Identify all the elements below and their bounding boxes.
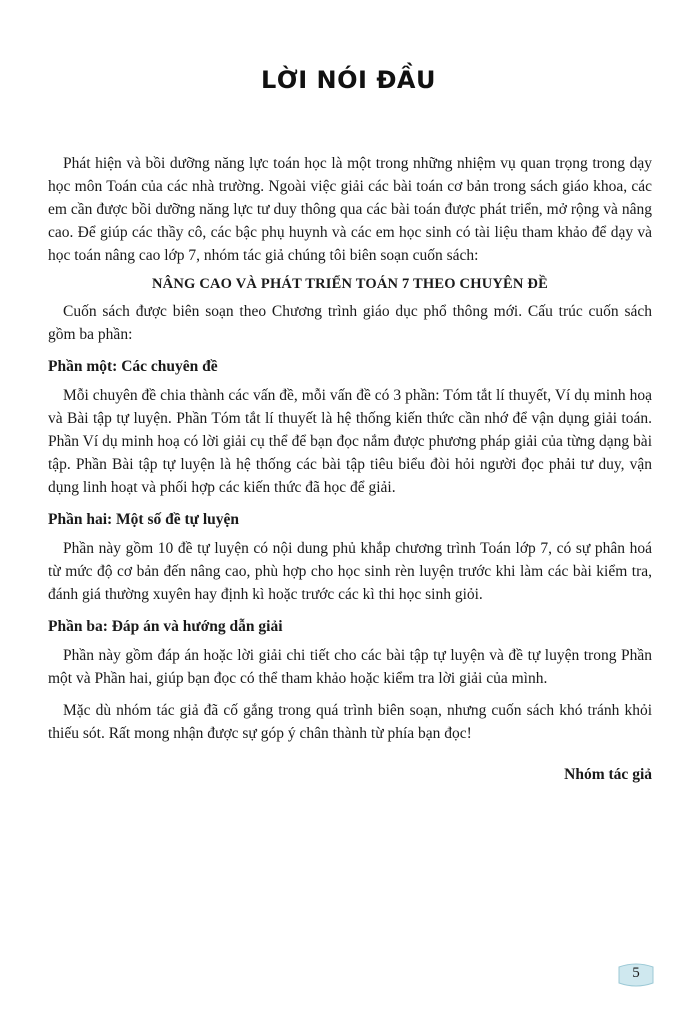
section-body-part-one: Mỗi chuyên đề chia thành các vấn đề, mỗi vấn đề có 3 phần: Tóm tắt lí thuyết, Ví dụ minh hoạ và Bài tập tự luyện. Phần Tóm tắt lí thuyết là hệ thống kiến thức cần nhớ để vận dụng giải toán. Phần Ví dụ minh hoạ có lời giải cụ thể để bạn đọc nắm được phương pháp giải của từng dạng bài tập. Phần Bài tập tự luyện là hệ thống các bài tập tiêu biểu đòi hỏi người đọc phải tư duy, vận dụng linh hoạt và phối hợp các kiến thức đã học để giải. xyxy=(48,387,652,496)
page-number-badge xyxy=(616,962,656,988)
closing-paragraph: Mặc dù nhóm tác giả đã cố gắng trong quá trình biên soạn, nhưng cuốn sách khó tránh khỏi thiếu sót. Rất mong nhận được sự góp ý chân thành từ phía bạn đọc! xyxy=(48,702,652,742)
section-heading-part-two: Phần hai: Một số đề tự luyện xyxy=(48,511,240,528)
page-title: LỜI NÓI ĐẦU xyxy=(261,66,436,94)
section-heading-part-three: Phần ba: Đáp án và hướng dẫn giải xyxy=(48,618,283,635)
book-title: NÂNG CAO VÀ PHÁT TRIỂN TOÁN 7 THEO CHUYÊN ĐỀ xyxy=(152,276,548,292)
document-body xyxy=(48,152,652,786)
page-number: 5 xyxy=(632,965,640,981)
author-signature: Nhóm tác giả xyxy=(564,766,652,783)
structure-paragraph: Cuốn sách được biên soạn theo Chương trình giáo dục phổ thông mới. Cấu trúc cuốn sách gồm ba phần: xyxy=(48,303,652,343)
section-body-part-two: Phần này gồm 10 đề tự luyện có nội dung phủ khắp chương trình Toán lớp 7, có sự phân hoá từ mức độ cơ bản đến nâng cao, phù hợp cho học sinh rèn luyện trước khi làm các bài kiểm tra, đánh giá thường xuyên hay định kì hoặc trước các kì thi học sinh giỏi. xyxy=(48,540,652,603)
section-heading-part-one: Phần một: Các chuyên đề xyxy=(48,358,218,375)
intro-paragraph: Phát hiện và bồi dưỡng năng lực toán học là một trong những nhiệm vụ quan trọng trong dạy học môn Toán của các nhà trường. Ngoài việc giải các bài toán cơ bản trong sách giáo khoa, các em cần được bồi dưỡng năng lực tư duy thông qua các bài toán được phát triển, mở rộng và nâng cao. Để giúp các thầy cô, các bậc phụ huynh và các em học sinh có tài liệu tham khảo để dạy và học toán nâng cao lớp 7, nhóm tác giả chúng tôi biên soạn cuốn sách: xyxy=(48,155,652,264)
section-body-part-three: Phần này gồm đáp án hoặc lời giải chi tiết cho các bài tập tự luyện và đề tự luyện trong Phần một và Phần hai, giúp bạn đọc có thể tham khảo hoặc kiểm tra lời giải của mình. xyxy=(48,647,652,687)
